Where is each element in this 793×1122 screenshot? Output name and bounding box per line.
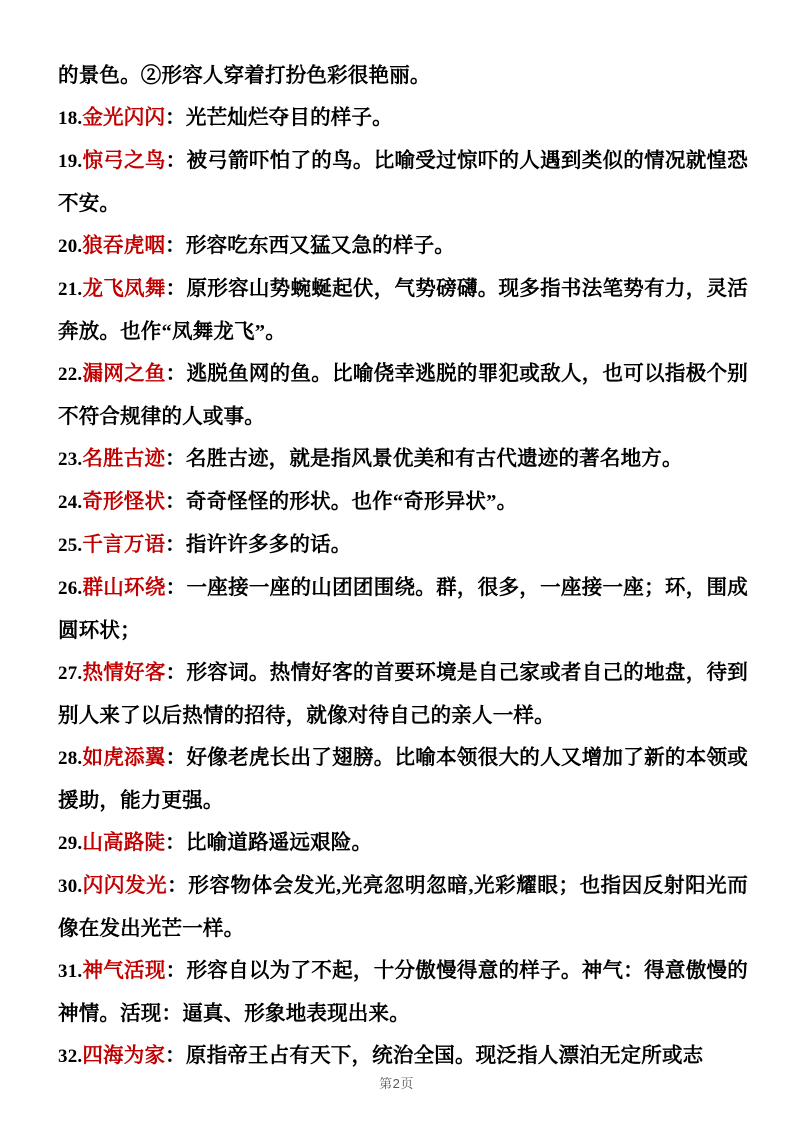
idiom-definition: 逃脱鱼网的鱼。比喻侥幸逃脱的罪犯或敌人，也可以指极个别不符合规律的人或事。: [58, 363, 748, 428]
entry-colon: ：: [165, 278, 187, 300]
idiom-definition: 一座接一座的山团团围绕。群，很多，一座接一座；环，围成圆环状；: [58, 577, 748, 642]
idiom-term: 热情好客: [82, 662, 166, 684]
idiom-entry: [58, 950, 748, 1035]
idiom-term: 漏网之鱼: [82, 363, 166, 385]
idiom-entry: [58, 1035, 748, 1078]
entry-colon: ：: [165, 534, 186, 556]
entry-colon: ：: [165, 235, 186, 257]
idiom-term: 奇形怪状: [82, 491, 166, 513]
idiom-definition: 原形容山势蜿蜒起伏，气势磅礴。现多指书法笔势有力，灵活奔放。也作“凤舞龙飞”。: [58, 278, 748, 343]
entry-number: 28.: [58, 748, 83, 769]
idiom-definition: 好像老虎长出了翅膀。比喻本领很大的人又增加了新的本领或援助，能力更强。: [58, 747, 748, 812]
idiom-term: 山高路陡: [82, 832, 166, 854]
entry-number: 18.: [58, 108, 83, 129]
idiom-definition: 奇奇怪怪的形状。也作“奇形异状”。: [185, 491, 518, 513]
entry-number: 30.: [58, 876, 83, 897]
entry-colon: ：: [165, 960, 187, 982]
idiom-term: 千言万语: [82, 534, 166, 556]
entry-colon: ：: [165, 1045, 186, 1067]
entry-colon: ：: [165, 747, 187, 769]
idiom-entry: [58, 652, 748, 737]
idiom-term: 闪闪发光: [82, 875, 168, 897]
page-footer: [0, 1073, 793, 1092]
idiom-entry: [58, 567, 748, 652]
entry-number: 27.: [58, 663, 83, 684]
idiom-definition: 被弓箭吓怕了的鸟。比喻受过惊吓的人遇到类似的情况就惶恐不安。: [58, 150, 748, 215]
entry-number: 22.: [58, 364, 83, 385]
idiom-entry: [58, 737, 748, 822]
idiom-definition: 形容吃东西又猛又急的样子。: [185, 235, 455, 257]
entry-colon: ：: [167, 875, 189, 897]
entry-colon: ：: [165, 448, 186, 470]
idiom-definition: 形容词。热情好客的首要环境是自己家或者自己的地盘，待到别人来了以后热情的招待，就像对待自己的亲人一样。: [58, 662, 748, 727]
idiom-entry-list: [58, 97, 748, 1078]
idiom-term: 四海为家: [82, 1045, 166, 1067]
idiom-term: 惊弓之鸟: [82, 150, 166, 172]
idiom-entry: [58, 524, 748, 567]
entry-number: 21.: [58, 279, 83, 300]
entry-number: 23.: [58, 449, 83, 470]
idiom-term: 如虎添翼: [82, 747, 166, 769]
idiom-definition: 形容物体会发光,光亮忽明忽暗,光彩耀眼；也指因反射阳光而像在发出光芒一样。: [58, 875, 748, 940]
entry-colon: ：: [165, 363, 187, 385]
entry-number: 20.: [58, 236, 83, 257]
idiom-definition: 名胜古迹，就是指风景优美和有古代遗迹的著名地方。: [185, 448, 683, 470]
entry-number: 32.: [58, 1046, 83, 1067]
entry-number: 31.: [58, 961, 83, 982]
entry-number: 26.: [58, 578, 83, 599]
idiom-entry: [58, 438, 748, 481]
idiom-entry: [58, 353, 748, 438]
idiom-term: 群山环绕: [82, 577, 166, 599]
idiom-definition: 指许许多多的话。: [185, 534, 352, 556]
continuation-line: 的景色。②形容人穿着打扮色彩很艳丽。: [58, 65, 431, 87]
entry-colon: ：: [165, 150, 187, 172]
idiom-definition: 光芒灿烂夺目的样子。: [185, 107, 393, 129]
idiom-definition: 形容自以为了不起，十分傲慢得意的样子。神气：得意傲慢的神情。活现：逼真、形象地表现出来。: [58, 960, 748, 1025]
idiom-term: 狼吞虎咽: [82, 235, 166, 257]
idiom-term: 名胜古迹: [82, 448, 166, 470]
entry-colon: ：: [165, 662, 187, 684]
idiom-definition: 原指帝王占有天下，统治全国。现泛指人漂泊无定所或志: [185, 1045, 704, 1067]
idiom-entry: [58, 865, 748, 950]
idiom-entry: [58, 822, 748, 865]
entry-number: 25.: [58, 535, 83, 556]
idiom-entry: [58, 268, 748, 353]
idiom-entry: [58, 97, 748, 140]
idiom-term: 神气活现: [82, 960, 166, 982]
idiom-entry: [58, 481, 748, 524]
idiom-entry: [58, 140, 748, 225]
entry-number: 29.: [58, 833, 83, 854]
idiom-term: 龙飞凤舞: [82, 278, 166, 300]
entry-number: 24.: [58, 492, 83, 513]
idiom-term: 金光闪闪: [82, 107, 166, 129]
entry-number: 19.: [58, 151, 83, 172]
entry-colon: ：: [165, 491, 186, 513]
entry-colon: ：: [165, 832, 186, 854]
entry-colon: ：: [165, 107, 186, 129]
page-number-label: 第2页: [379, 1076, 414, 1091]
idiom-entry: [58, 225, 748, 268]
idiom-definition: 比喻道路遥远艰险。: [185, 832, 373, 854]
page-content: [58, 55, 748, 1078]
entry-colon: ：: [165, 577, 187, 599]
